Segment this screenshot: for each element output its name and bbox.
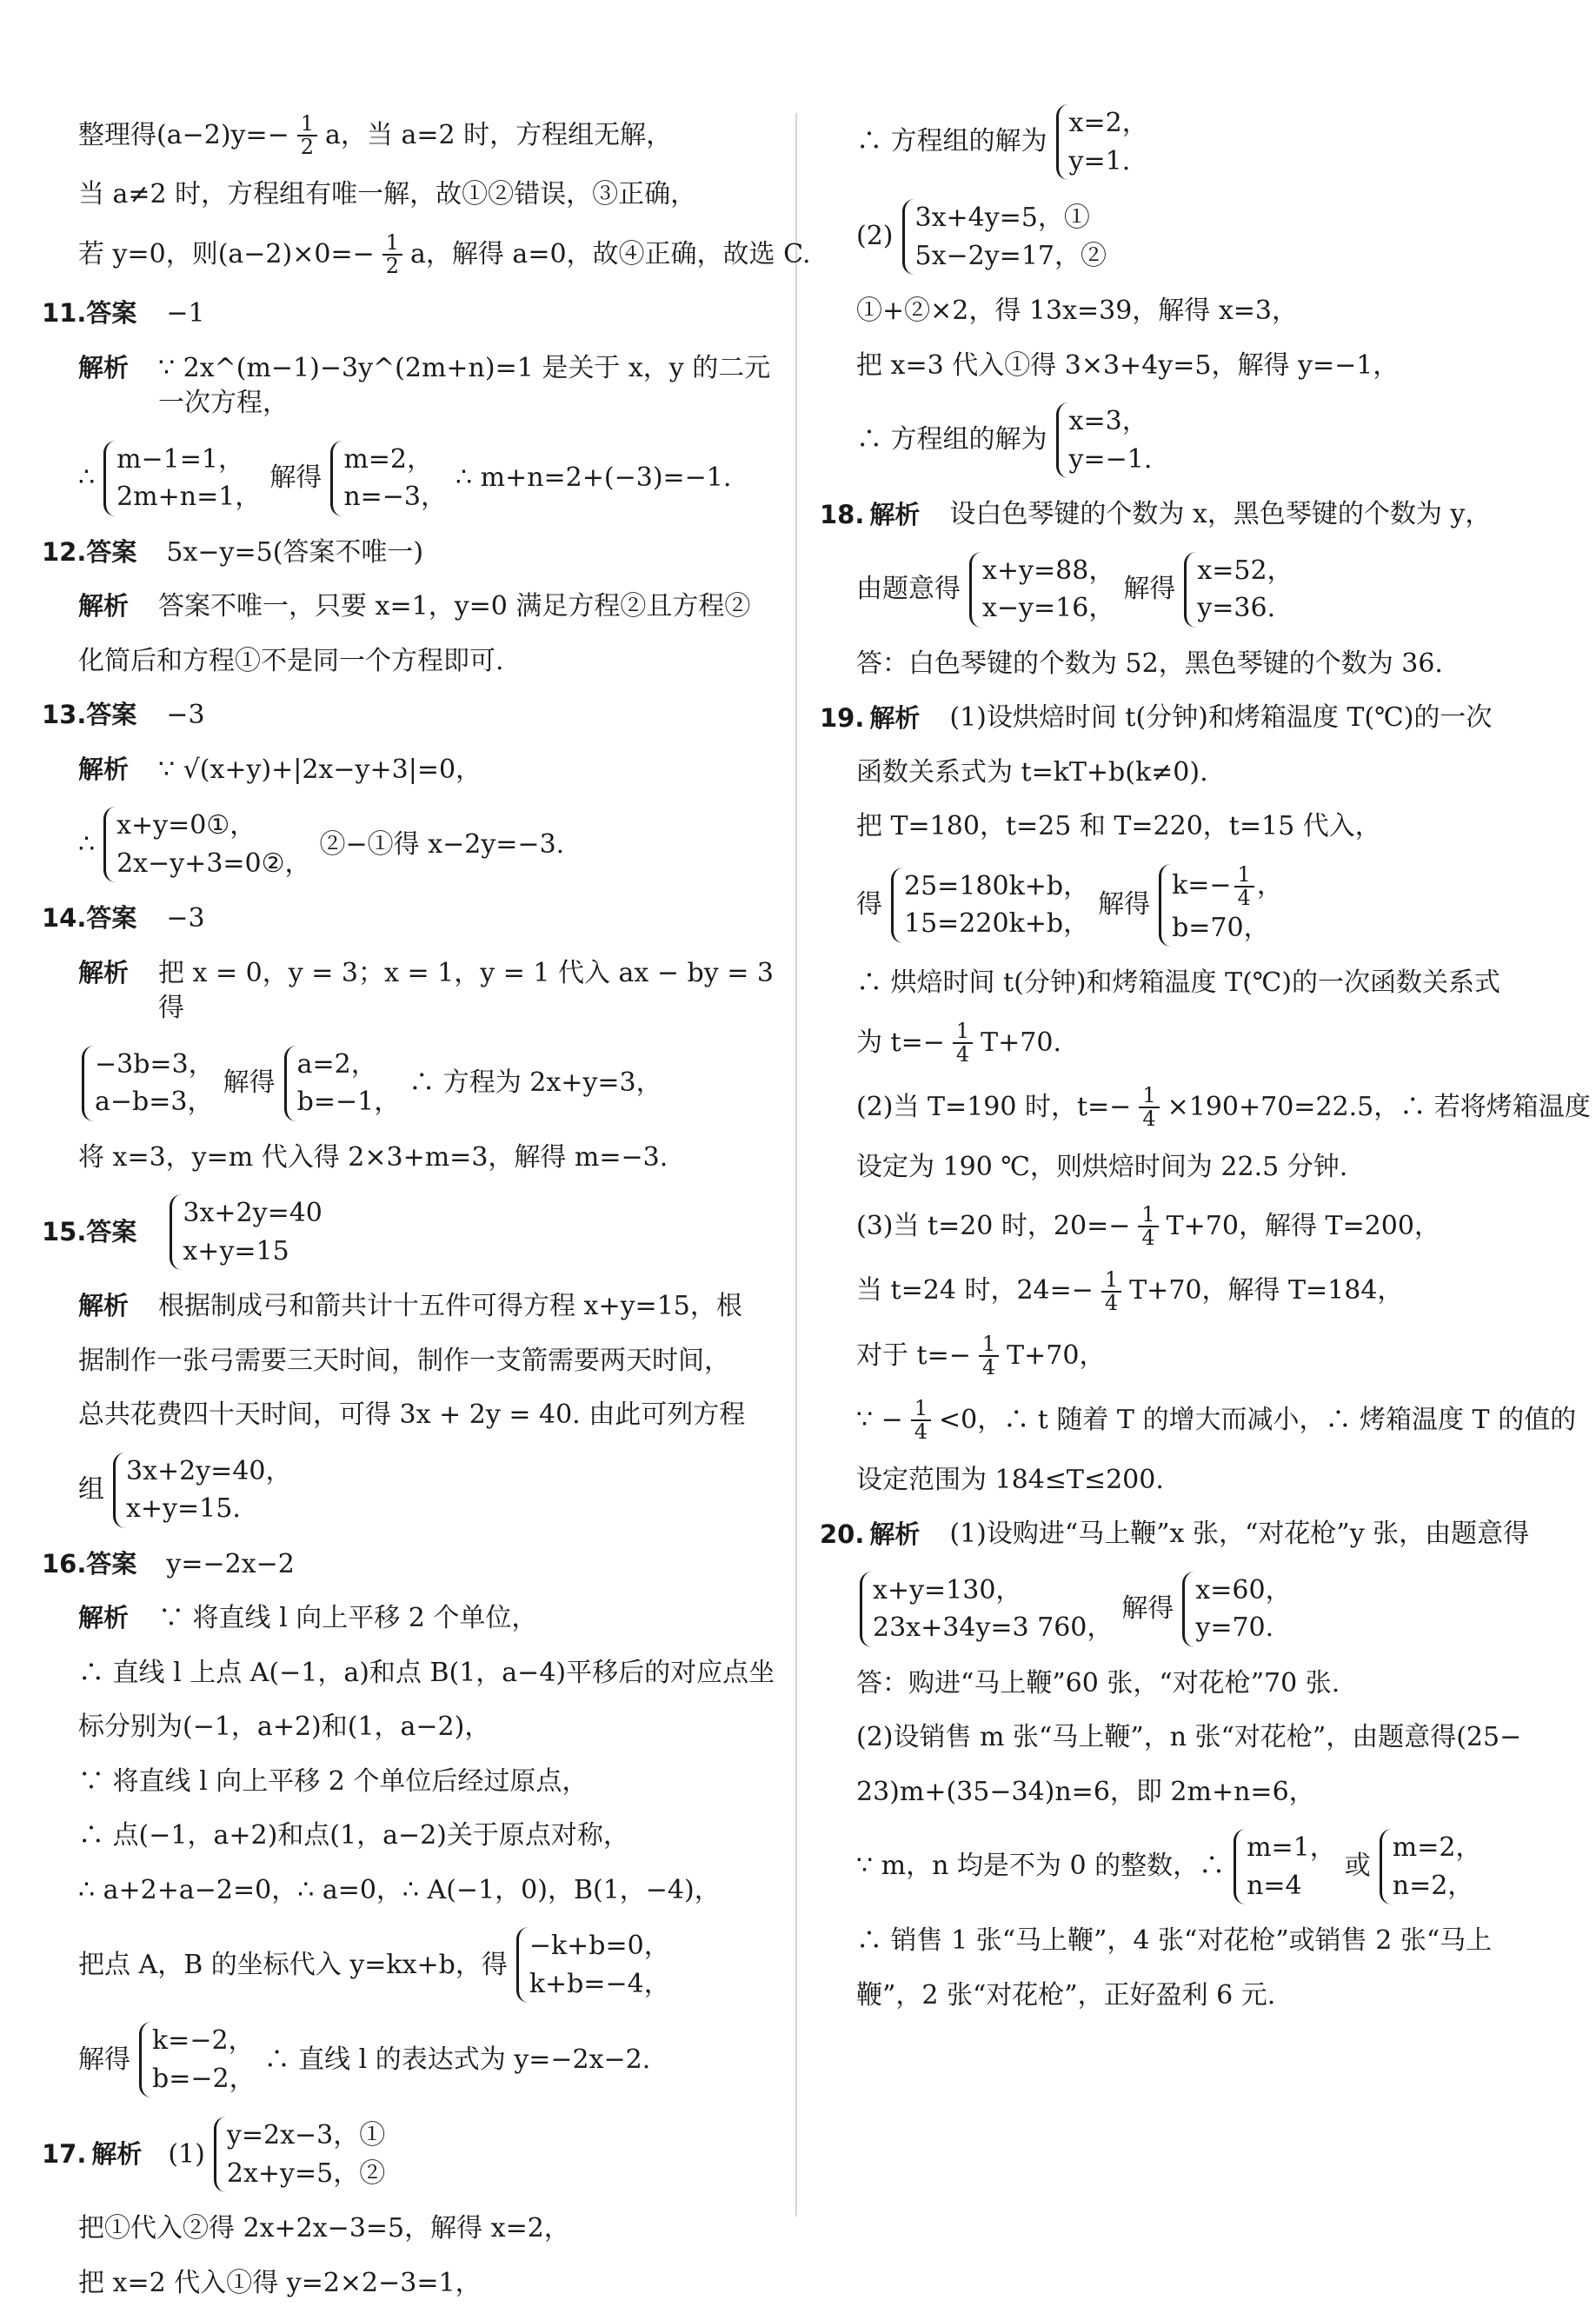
denominator: 4	[981, 1355, 996, 1380]
text: ∵ 将直线 l 向上平移 2 个单位，	[158, 1603, 538, 1634]
text: 得	[856, 889, 882, 921]
q20-line5: 鞭”，2 张“对花枪”，正好盈利 6 元.	[856, 1979, 1276, 2011]
q20-line4: ∴ 销售 1 张“马上鞭”，4 张“对花枪”或销售 2 张“马上	[856, 1925, 1493, 1957]
equation-system	[214, 2117, 385, 2192]
equation: b=−2，	[152, 2063, 256, 2094]
q19-line4: ∴ 烘焙时间 t(分钟)和烤箱温度 T(℃)的一次函数关系式	[856, 967, 1501, 999]
text: ∴ 直线 l 的表达式为 y=−2x−2.	[263, 2044, 651, 2075]
text: ×190+70=22.5，∴ 若将烤箱温度	[1167, 1092, 1591, 1123]
answer-label: 答案	[86, 903, 137, 934]
q14-line3: 将 x=3，y=m 代入得 2×3+m=3，解得 m=−3.	[78, 1141, 668, 1173]
numerator: 1	[1138, 1204, 1158, 1227]
text: 答案不唯一，只要 x=1，y=0 满足方程②且方程②	[158, 591, 751, 622]
text: 由题意得	[856, 573, 961, 604]
q19-line2: 函数关系式为 t=kT+b(k≠0).	[856, 756, 1208, 788]
question-number: 17.	[42, 2139, 87, 2170]
q19-head	[820, 701, 1569, 736]
q17-solution1	[856, 104, 1569, 180]
text: 当 t=24 时，24=−	[856, 1275, 1094, 1306]
text: 解得	[1121, 1592, 1174, 1624]
solution-system	[1056, 104, 1148, 180]
numerator: 1	[382, 232, 402, 256]
analysis-label: 解析	[78, 754, 130, 784]
answer-value: −3	[166, 903, 205, 934]
therefore-symbol: ∴	[78, 828, 96, 860]
equation-system	[103, 807, 310, 882]
answer-label: 答案	[86, 298, 137, 329]
q11-answer	[42, 296, 791, 332]
q12-analysis	[78, 589, 791, 625]
text: ②−①得 x−2y=−3.	[319, 828, 565, 860]
numerator: 1	[1101, 1269, 1121, 1293]
column-divider	[795, 113, 797, 2217]
equation: b=70，	[1172, 912, 1270, 943]
equation: x+y=88，	[982, 555, 1115, 586]
equation: 3x+2y=40	[183, 1198, 323, 1229]
equation: 25=180k+b，	[904, 870, 1090, 901]
solution-system	[1159, 861, 1283, 947]
left-column	[42, 104, 811, 2320]
equation: x=2，	[1068, 108, 1148, 138]
equation: n=−3，	[343, 482, 447, 513]
equation: x=3，	[1068, 406, 1148, 436]
equation-system	[103, 441, 261, 516]
q19-line9	[856, 1266, 1569, 1315]
text: a，解得 a=0，故④正确，故选 C.	[410, 238, 811, 269]
q18-system-line	[856, 552, 1569, 628]
q13-system-line	[78, 807, 791, 882]
text: ∵ √(x+y)+|2x−y+3|=0，	[158, 754, 482, 785]
q10-line3	[78, 229, 811, 279]
text: (1)设购进“马上鞭”x 张，“对花枪”y 张，由题意得	[949, 1519, 1530, 1550]
text: 设白色琴键的个数为 x，黑色琴键的个数为 y，	[949, 499, 1492, 529]
analysis-label: 解析	[869, 702, 921, 733]
denominator: 4	[1141, 1226, 1155, 1251]
q19-line7: 设定为 190 ℃，则烘焙时间为 22.5 分钟.	[856, 1151, 1348, 1182]
answer-label: 答案	[86, 1548, 137, 1579]
q14-system-line	[78, 1046, 791, 1121]
q12-answer	[42, 535, 791, 571]
numerator: 1	[911, 1398, 931, 1421]
q17-line2: 把 x=2 代入①得 y=2×2−3=1，	[78, 2267, 482, 2298]
text: 解得	[1098, 889, 1151, 921]
analysis-label: 解析	[78, 591, 130, 622]
fraction	[1234, 861, 1254, 910]
q10-line1	[78, 113, 791, 158]
equation-system	[113, 1452, 292, 1528]
text: 为 t=−	[856, 1027, 945, 1058]
equation: y=1.	[1068, 145, 1131, 176]
question-number: 16.	[42, 1548, 87, 1579]
text: <0，∴ t 随着 T 的增大而减小，∴ 烤箱温度 T 的值的	[939, 1405, 1577, 1436]
text: (2)	[856, 221, 894, 252]
q17-solution2	[856, 402, 1569, 478]
q20-line2: (2)设销售 m 张“马上鞭”，n 张“对花枪”，由题意得(25−	[856, 1722, 1522, 1753]
equation: 2x+y=5，②	[226, 2157, 386, 2189]
equation: n=4	[1247, 1870, 1302, 1901]
q17-part2	[856, 199, 1569, 275]
equation: k+b=−4，	[529, 1968, 670, 1999]
denominator: 2	[385, 254, 400, 279]
fraction	[911, 1398, 931, 1443]
q20-head	[820, 1517, 1569, 1552]
equation: 3x+2y=40，	[126, 1455, 292, 1486]
q19-line10	[856, 1333, 1569, 1379]
q14-analysis	[78, 956, 791, 1027]
equation: m=2，	[343, 443, 433, 475]
text: a，当 a=2 时，方程组无解，	[325, 119, 673, 150]
text: 对于 t=−	[856, 1339, 971, 1371]
q10-line2: 当 a≠2 时，方程组有唯一解，故①②错误，③正确，	[78, 179, 697, 210]
text: 若 y=0，则(a−2)×0=−	[78, 238, 375, 269]
fraction	[382, 229, 402, 279]
text: ∵ −	[856, 1405, 903, 1436]
question-number: 12.	[42, 536, 87, 567]
denominator: 4	[1237, 885, 1251, 910]
solution-system	[1056, 402, 1153, 478]
equation: y=−1.	[1068, 443, 1153, 475]
text: ，	[1256, 869, 1283, 901]
answer-system	[170, 1194, 323, 1270]
numerator: 1	[297, 113, 317, 136]
text: (1)设烘焙时间 t(分钟)和烤箱温度 T(℃)的一次	[949, 702, 1493, 733]
answer-label: 答案	[86, 536, 137, 567]
text: ∴ 方程组的解为	[856, 424, 1047, 455]
denominator: 4	[914, 1419, 928, 1445]
text: (2)当 T=190 时，t=−	[856, 1092, 1132, 1123]
equation: y=36.	[1197, 593, 1276, 623]
text: (1)	[168, 2138, 205, 2170]
text: ∴ 方程组的解为	[856, 126, 1047, 157]
equation: 23x+34y=3 760，	[873, 1612, 1114, 1644]
equation: x+y=15	[183, 1235, 289, 1266]
analysis-label: 解析	[91, 2139, 143, 2170]
q16-line5: ∴ 点(−1，a+2)和点(1，a−2)关于原点对称，	[78, 1820, 629, 1851]
q19-line6	[856, 1083, 1591, 1132]
denominator: 4	[955, 1042, 970, 1067]
numerator: 1	[1139, 1085, 1159, 1108]
q19-line8	[856, 1204, 1569, 1249]
denominator: 4	[1142, 1107, 1156, 1132]
q11-system-line	[78, 441, 791, 516]
q17-head	[42, 2117, 791, 2192]
q15-analysis	[78, 1289, 791, 1325]
fraction	[953, 1020, 973, 1066]
equation-system	[902, 199, 1107, 275]
fraction	[1101, 1266, 1121, 1315]
text: (3)当 t=20 时，20=−	[856, 1211, 1131, 1242]
q19-line5	[856, 1020, 1569, 1066]
q17-line1: 把①代入②得 2x+2x−3=5，解得 x=2，	[78, 2213, 570, 2244]
equation-system	[891, 868, 1089, 943]
analysis-label: 解析	[78, 957, 130, 987]
denominator: 4	[1104, 1290, 1119, 1315]
fraction	[297, 113, 317, 158]
text: 整理得(a−2)y=−	[78, 119, 289, 150]
equation: x+y=0①，	[116, 810, 256, 841]
equation-system	[516, 1927, 670, 2003]
q13-answer	[42, 698, 791, 734]
text: 把点 A，B 的坐标代入 y=kx+b，得	[78, 1949, 508, 1980]
q15-line2: 据制作一张弓需要三天时间，制作一支箭需要两天时间，	[78, 1345, 730, 1376]
analysis-label: 解析	[78, 1603, 130, 1633]
equation-system	[860, 1572, 1113, 1647]
case-system	[1380, 1829, 1482, 1905]
question-number: 13.	[42, 700, 87, 730]
q16-line4: ∵ 将直线 l 向上平移 2 个单位后经过原点，	[78, 1765, 589, 1797]
equation: m=2，	[1392, 1832, 1482, 1864]
q20-line3: 23)m+(35−34)n=6，即 2m+n=6，	[856, 1776, 1315, 1807]
q15-system-line	[78, 1452, 791, 1528]
q20-cases-line	[856, 1829, 1569, 1905]
q17-line4: 把 x=3 代入①得 3×3+4y=5，解得 y=−1，	[856, 349, 1400, 381]
therefore-symbol: ∴	[78, 462, 96, 493]
equation: x+y=130，	[873, 1574, 1022, 1605]
analysis-label: 解析	[78, 1291, 130, 1321]
equation: 2m+n=1，	[116, 482, 262, 513]
q15-line3: 总共花费四十天时间，可得 3x + 2y = 40. 由此可列方程	[78, 1399, 746, 1431]
q16-analysis	[78, 1601, 791, 1637]
equation: y=70.	[1195, 1612, 1274, 1644]
text: 根据制成弓和箭共计十五件可得方程 x+y=15，根	[158, 1291, 742, 1322]
q18-head	[820, 497, 1569, 533]
equation: x=52，	[1197, 555, 1293, 586]
text: ∴ m+n=2+(−3)=−1.	[456, 462, 732, 493]
question-number: 11.	[42, 298, 87, 329]
equation-system	[969, 552, 1114, 628]
q19-line12: 设定范围为 184≤T≤200.	[856, 1464, 1164, 1495]
text: 解得	[78, 2044, 130, 2075]
question-number: 20.	[820, 1519, 865, 1549]
equation: a=2，	[296, 1048, 377, 1080]
q16-system-line	[78, 1927, 791, 2003]
solution-system	[330, 441, 447, 516]
text: 解得	[223, 1067, 276, 1098]
equation: x+y=15.	[126, 1493, 241, 1525]
answer-label: 答案	[86, 700, 137, 730]
q16-answer	[42, 1547, 791, 1583]
equation: n=2，	[1392, 1870, 1474, 1901]
q13-analysis	[78, 753, 791, 788]
q11-analysis	[78, 351, 791, 422]
numerator: 1	[953, 1020, 973, 1044]
equation: x−y=16，	[982, 593, 1115, 623]
q18-answer: 答：白色琴键的个数为 52，黑色琴键的个数为 36.	[856, 648, 1443, 679]
question-number: 14.	[42, 903, 87, 934]
equation: −3b=3，	[95, 1048, 215, 1080]
answer-value: y=−2x−2	[166, 1548, 295, 1579]
q16-line3: 标分别为(−1，a+2)和(1，a−2)，	[78, 1712, 491, 1743]
text: k=−	[1172, 869, 1232, 901]
text: T+70.	[981, 1027, 1062, 1058]
q14-answer	[42, 901, 791, 937]
q15-answer	[42, 1194, 791, 1270]
text: T+70，解得 T=200，	[1166, 1211, 1440, 1242]
equation-system	[82, 1046, 215, 1121]
equation: 15=220k+b，	[904, 908, 1090, 940]
solution-system	[139, 2022, 256, 2097]
question-number: 19.	[820, 702, 865, 733]
text: 解得	[269, 462, 323, 493]
text: 把 x = 0，y = 3；x = 1，y = 1 代入 ax − by = 3 得	[158, 957, 775, 1024]
numerator: 1	[979, 1333, 999, 1357]
equation: y=2x−3，①	[226, 2120, 386, 2151]
question-number: 18.	[820, 499, 865, 529]
fraction	[979, 1333, 999, 1379]
text: T+70，	[1007, 1339, 1106, 1371]
question-number: 15.	[42, 1216, 87, 1246]
q19-system-line	[856, 861, 1569, 947]
text: ∴ 方程为 2x+y=3，	[409, 1067, 662, 1098]
q19-line11	[856, 1396, 1577, 1445]
numerator: 1	[1234, 864, 1254, 887]
q19-line3: 把 T=180，t=25 和 T=220，t=15 代入，	[856, 811, 1381, 841]
analysis-label: 解析	[78, 352, 130, 382]
equation: m−1=1，	[116, 443, 244, 475]
q16-solution-line	[78, 2022, 791, 2097]
answer-value: −1	[166, 298, 205, 329]
equation: −k+b=0，	[529, 1931, 670, 1962]
answer-label: 答案	[86, 1216, 137, 1246]
equation: x=60，	[1195, 1574, 1292, 1605]
equation: b=−1，	[296, 1087, 401, 1118]
analysis-label: 解析	[869, 1519, 921, 1549]
equation: 5x−2y=17，②	[914, 240, 1107, 271]
q16-line6: ∴ a+2+a−2=0，∴ a=0，∴ A(−1，0)，B(1，−4)，	[78, 1874, 721, 1905]
equation: 2x−y+3=0②，	[116, 848, 311, 879]
q20-system-line	[856, 1572, 1569, 1647]
q20-answer1: 答：购进“马上鞭”60 张，“对花枪”70 张.	[856, 1667, 1340, 1698]
solution-system	[284, 1046, 401, 1121]
right-column	[820, 104, 1591, 2032]
solution-system	[1182, 1572, 1291, 1647]
text: 或	[1344, 1851, 1371, 1882]
q12-line2: 化简后和方程①不是同一个方程即可.	[78, 645, 504, 676]
equation: k=−2，	[152, 2025, 255, 2057]
solution-system	[1184, 552, 1293, 628]
text: T+70，解得 T=184，	[1129, 1275, 1404, 1306]
denominator: 2	[300, 135, 315, 160]
text: ∵ 2x^(m−1)−3y^(2m+n)=1 是关于 x，y 的二元一次方程，	[158, 352, 771, 419]
case-system	[1234, 1829, 1336, 1905]
fraction	[1139, 1085, 1159, 1130]
analysis-label: 解析	[869, 499, 921, 529]
answer-value: −3	[166, 700, 205, 731]
text: 解得	[1123, 573, 1176, 604]
fraction	[1138, 1204, 1158, 1249]
q17-line3: ①+②×2，得 13x=39，解得 x=3，	[856, 296, 1298, 326]
equation	[1172, 861, 1283, 910]
text: ∵ m，n 均是不为 0 的整数，∴	[856, 1851, 1226, 1882]
q16-line2: ∴ 直线 l 上点 A(−1，a)和点 B(1，a−4)平移后的对应点坐	[78, 1657, 775, 1688]
equation: 3x+4y=5，①	[914, 203, 1090, 233]
answer-value: 5x−y=5(答案不唯一)	[166, 536, 424, 568]
text: 组	[78, 1474, 104, 1505]
equation: a−b=3，	[95, 1087, 214, 1118]
equation: m=1，	[1247, 1832, 1336, 1864]
